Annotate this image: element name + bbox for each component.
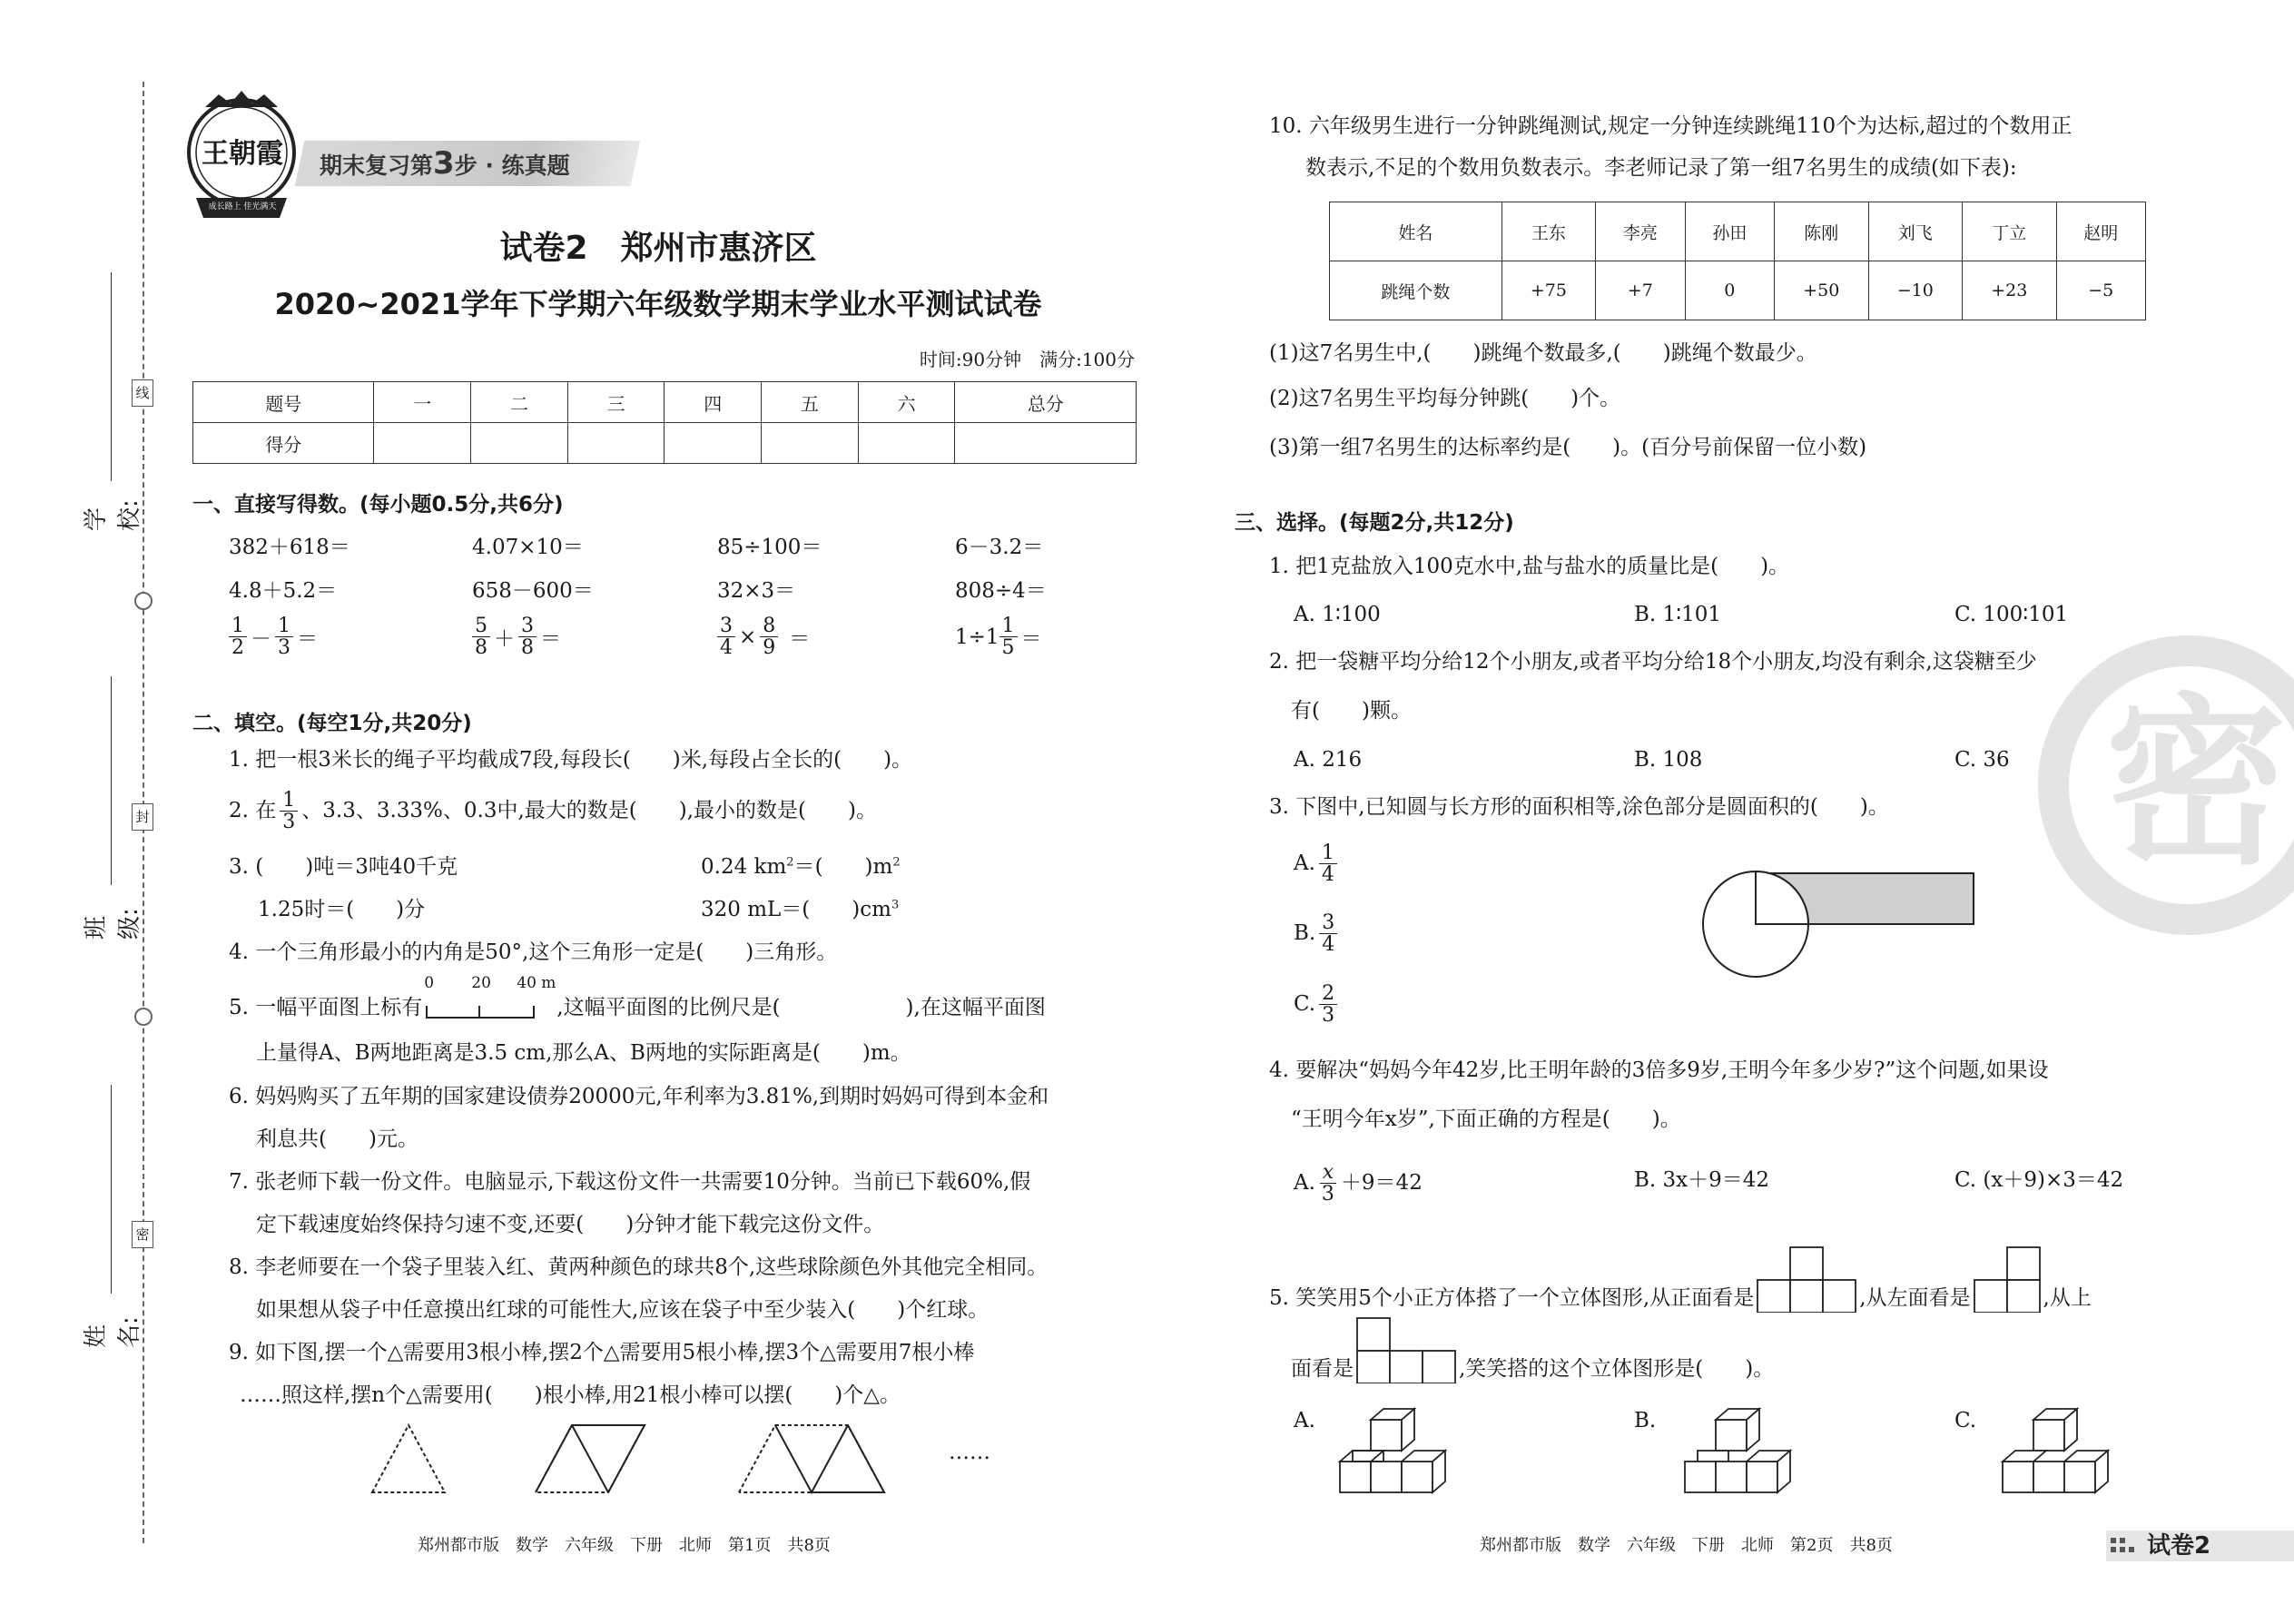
cube-option-c[interactable] [1988,1405,2124,1505]
choice-q2-line2: 有( )颗。 [1291,699,1412,723]
arith-item: 32×3＝ [717,579,796,603]
front-view-figure [1756,1245,1857,1313]
rope-cell: +7 [1596,261,1685,320]
arith-item: 808÷4＝ [955,579,1047,603]
seal-mark-xian: 线 [132,379,153,407]
frac-item-b: $\frac{5}{8}$ ＋ $\frac{3}{8}$ ＝ [468,615,561,658]
arith-item: 85÷100＝ [717,536,822,559]
fill-q7-line1: 7. 张老师下载一份文件。电脑显示,下载这份文件一共需要10分钟。当前已下载60%,假 [229,1170,1031,1194]
choice-q5-a-label[interactable]: A. [1294,1409,1315,1432]
choice-q4-b[interactable]: B. 3x＋9＝42 [1634,1168,1770,1192]
fill-q9-line2: ……照这样,摆n个△需要用( )根小棒,用21根小棒可以摆( )个△。 [240,1383,901,1407]
score-cell[interactable] [955,423,1137,464]
brand-logo [178,91,305,227]
school-label: 学校: [83,499,143,531]
fill-q6-line2: 利息共( )元。 [256,1127,418,1151]
rope-name-row [1330,202,2146,261]
q10-2: (2)这7名男生平均每分钟跳( )个。 [1269,387,1621,410]
cube-option-a[interactable] [1325,1405,1462,1505]
frac-item-c: $\frac{3}{4}$ × $\frac{8}{9}$ ＝ [714,615,810,658]
seal-mark-feng: 封 [132,803,153,831]
fill-q1: 1. 把一根3米长的绳子平均截成7段,每段长( )米,每段占全长的( )。 [229,748,913,772]
q10-line2: 数表示,不足的个数用负数表示。李老师记录了第一组7名男生的成绩(如下表): [1305,156,2017,180]
footer-tag: 试卷2 [2147,1532,2211,1560]
cube-option-b[interactable] [1670,1405,1807,1505]
choice-q2-line1: 2. 把一袋糖平均分给12个小朋友,或者平均分给18个小朋友,均没有剩余,这袋糖至少 [1269,650,2037,674]
name-label: 姓名: [83,1316,143,1348]
choice-q3-b[interactable]: B. $\frac{3}{4}$ [1294,912,1341,955]
binding-circle-1 [134,592,153,610]
score-header-cell: 二 [471,382,568,423]
school-line[interactable] [111,272,112,481]
score-header-cell: 四 [665,382,762,423]
frac-item-a: $\frac{1}{2}$ － $\frac{1}{3}$ ＝ [225,615,318,658]
fill-q9-line1: 9. 如下图,摆一个△需要用3根小棒,摆2个△需要用5根小棒,摆3个△需要用7根小棒 [229,1341,975,1364]
choice-q4-line2: “王明今年x岁”,下面正确的方程是( )。 [1291,1107,1681,1131]
fill-q7-line2: 定下载速度始终保持匀速不变,还要( )分钟才能下载完这份文件。 [256,1213,885,1236]
rope-cell: 丁立 [1963,202,2056,261]
score-cell[interactable] [567,423,665,464]
rope-cell: 刘飞 [1868,202,1962,261]
score-header-cell: 五 [762,382,859,423]
rope-cell: +50 [1775,261,1868,320]
fill-q3-b: 0.24 $km^2=$( )$m^2$ [701,855,901,879]
footer-left: 郑州都市版 数学 六年级 下册 北师 第1页 共8页 [418,1536,831,1555]
section3-title: 三、选择。(每题2分,共12分) [1235,511,1514,535]
logo-motto: 成长路上 佳光满天 [208,202,277,212]
footer-right: 郑州都市版 数学 六年级 下册 北师 第2页 共8页 [1480,1536,1893,1555]
scale-bar: 0 20 40 m [426,995,553,1022]
frac-item-d: 1÷1 $\frac{1}{5}$ ＝ [955,615,1042,660]
fill-q8-line1: 8. 李老师要在一个袋子里装入红、黄两种颜色的球共8个,这些球除颜色外其他完全相同。 [229,1255,1049,1279]
seal-watermark [2038,635,2294,935]
score-row-label: 得分 [193,423,374,464]
arith-item: 658－600＝ [472,579,594,603]
rope-cell: 0 [1685,261,1774,320]
choice-q3-c[interactable]: C. $\frac{2}{3}$ [1294,983,1341,1026]
score-table [192,381,1137,464]
fill-q6-line1: 6. 妈妈购买了五年期的国家建设债券20000元,年利率为3.81%,到期时妈妈可得到本金和 [229,1085,1049,1108]
class-label: 班级: [83,908,143,940]
choice-q3-a[interactable]: A. $\frac{1}{4}$ [1294,842,1341,885]
choice-q4-line1: 4. 要解决“妈妈今年42岁,比王明年龄的3倍多9岁,王明今年多少岁?”这个问题,如果设 [1269,1058,2049,1082]
section1-title: 一、直接写得数。(每小题0.5分,共6分) [192,493,564,517]
fill-q3-d: 320 mL＝( )$cm^3$ [701,898,900,921]
rope-value-row [1330,261,2146,320]
q10-3: (3)第一组7名男生的达标率约是( )。(百分号前保留一位小数) [1269,436,1867,459]
choice-q1-c[interactable]: C. 100∶101 [1954,603,2069,626]
rope-cell: +75 [1501,261,1595,320]
paper-subtitle: 2020~2021学年下学期六年级数学期末学业水平测试试卷 [274,287,1042,321]
score-cell[interactable] [762,423,859,464]
q10-1: (1)这7名男生中,( )跳绳个数最多,( )跳绳个数最少。 [1269,341,1817,365]
fill-q4: 4. 一个三角形最小的内角是50°,这个三角形一定是( )三角形。 [229,940,838,964]
choice-q3: 3. 下图中,已知圆与长方形的面积相等,涂色部分是圆面积的( )。 [1269,795,1889,819]
seal-mark-mi: 密 [132,1221,153,1248]
rope-cell: −10 [1868,261,1962,320]
score-header-cell: 题号 [193,382,374,423]
fill-q3-a: 3. ( )吨＝3吨40千克 [229,855,458,879]
rope-cell: 陈刚 [1775,202,1868,261]
score-table-header-row [193,382,1137,423]
step-banner-text: 期末复习第3步 · 练真题 [320,145,570,182]
score-header-cell: 三 [567,382,665,423]
triangle-ellipsis: …… [949,1441,990,1464]
score-cell[interactable] [471,423,568,464]
rope-table [1329,202,2146,320]
score-cell[interactable] [374,423,471,464]
binding-circle-2 [134,1008,153,1026]
arith-item: 6－3.2＝ [955,536,1044,559]
name-line[interactable] [111,1085,112,1294]
circle-rectangle-figure [1698,862,1979,989]
choice-q1-a[interactable]: A. 1∶100 [1294,603,1381,626]
rope-cell: 赵明 [2056,202,2145,261]
choice-q2-c[interactable]: C. 36 [1954,748,2010,772]
score-header-cell: 六 [858,382,955,423]
choice-q2-a[interactable]: A. 216 [1294,748,1363,772]
fill-q3-c: 1.25时＝( )分 [258,898,426,921]
seal-watermark-text: 密 [2104,678,2287,890]
top-view-figure [1355,1316,1457,1383]
score-cell[interactable] [665,423,762,464]
choice-q1-b[interactable]: B. 1∶101 [1634,603,1722,626]
class-line[interactable] [111,676,112,885]
choice-q5-line2: 面看是 ,笑笑搭的这个立体图形是( )。 [1291,1316,1774,1383]
score-header-cell: 一 [374,382,471,423]
score-table-score-row [193,423,1137,464]
fill-q8-line2: 如果想从袋子中任意摸出红球的可能性大,应该在袋子中至少装入( )个红球。 [256,1298,989,1322]
rope-cell: +23 [1963,261,2056,320]
score-cell[interactable] [858,423,955,464]
time-info: 时间:90分钟 满分:100分 [919,349,1135,370]
paper-title: 试卷2 郑州市惠济区 [499,230,817,267]
choice-q5-line1: 5. 笑笑用5个小正方体搭了一个立体图形,从正面看是 ,从左面看是 ,从上 [1269,1245,2092,1313]
rope-cell: 李亮 [1596,202,1685,261]
choice-q1: 1. 把1克盐放入100克水中,盐与盐水的质量比是( )。 [1269,555,1790,578]
choice-q4-c[interactable]: C. (x＋9)×3＝42 [1954,1168,2124,1192]
choice-q4-a[interactable]: A. $\frac{x}{3}$ ＋9＝42 [1294,1161,1423,1206]
logo-text: 王朝霞 [202,138,283,170]
score-header-cell: 总分 [955,382,1137,423]
q10-line1: 10. 六年级男生进行一分钟跳绳测试,规定一分钟连续跳绳110个为达标,超过的个数用正 [1269,114,2072,138]
fill-q2: 2. 在 $\frac{1}{3}$ 、3.3、3.33%、0.3中,最大的数是( ),最小的数是( )。 [229,789,878,834]
triangle-sticks-figure [363,1416,908,1498]
fill-q5-line2: 上量得A、B两地距离是3.5 cm,那么A、B两地的实际距离是( )m。 [256,1041,911,1065]
arith-item: 4.07×10＝ [472,536,584,559]
arith-item: 382＋618＝ [229,536,350,559]
choice-q5-b-label[interactable]: B. [1634,1409,1657,1432]
fill-q5: 5. 一幅平面图上标有 0 20 40 m ,这幅平面图的比例尺是( ),在这幅平面图 [229,994,1046,1022]
choice-q5-c-label[interactable]: C. [1954,1409,1977,1432]
rope-cell: 姓名 [1330,202,1502,261]
rope-cell: 孙田 [1685,202,1774,261]
footer-tag-dots [2111,1538,2138,1556]
section2-title: 二、填空。(每空1分,共20分) [192,712,472,735]
rope-cell: 跳绳个数 [1330,261,1502,320]
choice-q2-b[interactable]: B. 108 [1634,748,1703,772]
left-view-figure [1973,1245,2042,1313]
arith-item: 4.8＋5.2＝ [229,579,338,603]
rope-cell: 王东 [1501,202,1595,261]
rope-cell: −5 [2056,261,2145,320]
